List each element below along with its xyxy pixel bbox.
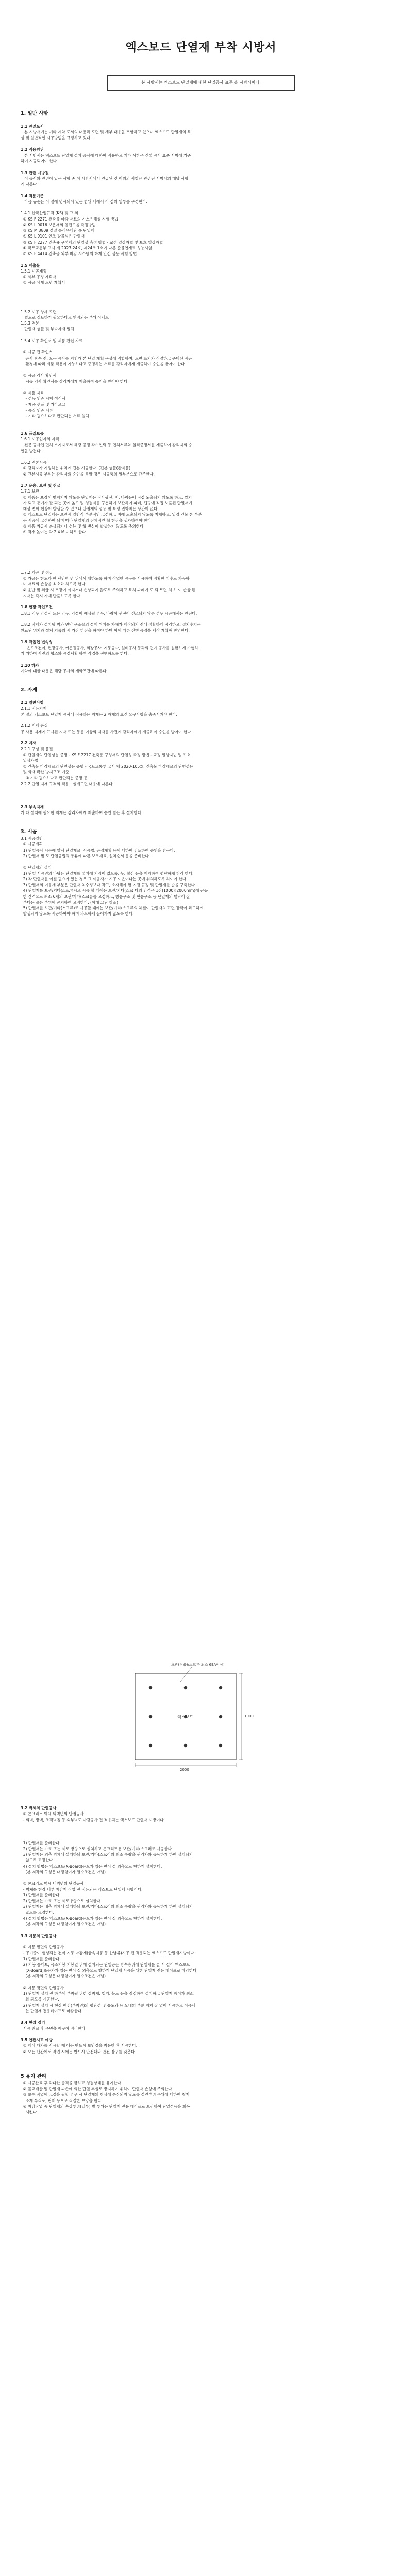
body-line: 공 사용 지재에 표시된 지재 또는 동등 이상의 지재를 사전에 감리자에게 제출하여 승인을 받아야 한다. bbox=[21, 729, 192, 734]
body-line: - 품질 인증 서류 bbox=[21, 408, 53, 413]
body-line: ③ 제품 취급시 손상되거나 성능 및 형 변상이 발생하지 않도록 주의한다. bbox=[21, 523, 145, 529]
figure-dim-width: 2000 bbox=[180, 1768, 189, 1772]
body-line bbox=[21, 547, 381, 552]
body-line bbox=[21, 694, 381, 700]
body-line bbox=[21, 535, 381, 540]
screw-point bbox=[219, 1744, 222, 1747]
body-line: 지재는 즉시 자재 반출하도록 한다. bbox=[21, 593, 82, 598]
body-line: 3.1 시공일반 bbox=[21, 836, 43, 841]
body-line bbox=[21, 787, 381, 792]
body-line: ① 세부 공정 계획서 bbox=[21, 275, 57, 279]
body-line: 전문 공사업 면허 소지자로서 해당 공정 작수인력 등 면허서류와 실적증명서를 제출하여 감리자의 승 bbox=[21, 443, 192, 448]
body-line bbox=[21, 384, 381, 390]
body-line: 본 시방서에는 기타 계약 도서의 내용과 도면 및 세부 내용을 포함하고 있으며 엑스보드 단열재의 특 bbox=[21, 129, 191, 134]
body-line: - 공기층이 형성되는 건식 지붕 마감재(금속지붕 등 한남류)시공 전 적용되는 엑스보드 단열재시방이다 bbox=[21, 1951, 194, 1956]
body-line bbox=[21, 344, 381, 349]
body-line bbox=[21, 1823, 381, 1828]
body-line: ① 시공계획 bbox=[21, 842, 43, 847]
subsection-heading: 1.7 운송, 보관 및 취급 bbox=[21, 483, 61, 488]
body-line: 5) 단열재를 보관/기타(스크류)로 시공할 때에는 보관/기타(스크류의 체결이 단열재의 표면 장력이 과도하게 bbox=[21, 906, 204, 910]
body-line: 2.2.2 단열 지재 구격의 적용 : 설계도면 내용에 따른다. bbox=[21, 781, 114, 786]
body-line: (본 저작의 구성은 대정형이가 필수조건은 아님) bbox=[21, 1869, 106, 1874]
body-line bbox=[21, 1828, 381, 1834]
body-line: ③ 기타 필요하다고 판단되는 증명 등 bbox=[21, 775, 88, 781]
body-line: ② 콘크리트 벽체 내벽면의 단열공사 bbox=[21, 1881, 84, 1886]
body-line bbox=[21, 187, 381, 193]
section-heading: 5 유지 관리 bbox=[21, 2073, 46, 2079]
body-line bbox=[21, 674, 381, 680]
body-line bbox=[21, 616, 381, 622]
body-line: 2) 각 단열재를 이질 필요가 있는 경우 그 이음새가 시공 이온이나는 곳에 위치하도록 하여야 한다. bbox=[21, 876, 188, 882]
body-line: 1.5.1 시공계획 bbox=[21, 268, 47, 274]
body-line: - 기타 필요하다고 판단되는 서류 일체 bbox=[21, 414, 89, 418]
body-line: ① 단열재의 단열성능 증명 - KS F 2277 건축용 구성재의 단열성 측정 방법 - 교정 열상자법 및 보호 bbox=[21, 752, 191, 757]
body-line: 3) 단열재는 외측 벽체에 설치하되 보관/기타(스크러의 최소 수량을 권리자와 공동하게 하여 설치되지 bbox=[21, 1852, 193, 1857]
body-line: ③ 보수 작업에 고정을 필할 경우 시 단열재의 형상에 손상되지 않도록 절연부위 주위에 대하여 철저 bbox=[21, 2092, 190, 2097]
body-line: ② 견본시공 부위는 감리자의 승인을 득할 경우 시공품의 일부분으로 간주한다. bbox=[21, 471, 155, 477]
body-line: 하여 시공되어야 한다. bbox=[21, 159, 58, 163]
section-body-part1 bbox=[21, 109, 381, 917]
subsection-heading: 2.1 일반사항 bbox=[21, 700, 44, 705]
body-line bbox=[21, 419, 381, 425]
subsection-heading: 1.1 관련도서 bbox=[21, 124, 44, 129]
body-line: ② 시공 상세 도면 계획서 bbox=[21, 280, 65, 285]
body-line: 계약에 대한 내용은 해당 공사의 계약조건에 따른다. bbox=[21, 669, 108, 673]
body-line: ④ 적재 높이는 약 2.4 M 이하로 한다. bbox=[21, 530, 87, 534]
screw-point bbox=[149, 1686, 152, 1689]
body-line bbox=[21, 2060, 381, 2066]
body-line: ① KS F 2271 건축물 마감 재료의 가스유해성 시험 방법 bbox=[21, 216, 119, 222]
body-line: 1.7.1 보관 bbox=[21, 489, 39, 494]
body-line: ① 지붕 밑면의 단열공사 bbox=[21, 1945, 64, 1950]
body-line: ② KS L 9016 보온재의 열전도율 측정방법 bbox=[21, 222, 96, 227]
body-line bbox=[21, 552, 381, 558]
body-line: 열상자법 bbox=[21, 758, 38, 763]
body-line bbox=[21, 286, 381, 292]
body-line: - 벽체를 현장 내부 마감재 적업 전 적용되는 엑스보드 단열재 시방이다. bbox=[21, 1887, 143, 1892]
body-line: ① 가공은 현도가 한 팬만한 면 위에서 행하도록 하며 작업한 공구를 사용하여 정확한 치수로 가공하 bbox=[21, 576, 190, 581]
body-line: 본 절의 엑스보드 단열재 공사에 적용하는 지재는 2.자재의 요건 요구사항을 충족시켜야 한다. bbox=[21, 711, 177, 717]
body-line: 기 타 설치에 필요한 지재는 감리자에게 제출하여 승인 받은 후 설치한다. bbox=[21, 810, 143, 815]
body-line: - 제품 샘플 및 카다로그 bbox=[21, 402, 65, 407]
body-line: ④ KS L 9101 인조 광물섬유 단열재 bbox=[21, 234, 85, 239]
body-line bbox=[21, 735, 381, 740]
body-line: 별도로 검토하기 필요하다고 인정되는 부위 상세도 bbox=[21, 315, 109, 320]
body-line: ① 감리자가 지정하는 위치에 견본 시공한다. (견본 샘플(완제품) bbox=[21, 466, 131, 471]
section-body-part2 bbox=[21, 1805, 381, 2115]
screw-point bbox=[219, 1715, 222, 1718]
body-line: ① 콘크리트 벽체 외벽면의 단열공사 bbox=[21, 1811, 84, 1817]
body-line: 는 단열재 전용테이프로 마감한다. bbox=[21, 2008, 83, 2013]
body-line: ① 시공완료 후 과다한 충격을 금하고 청결상태를 유지한다. bbox=[21, 2080, 123, 2086]
body-line: ④ 마감작업 중 단열재의 손상부위(겉부) 발 부위는 단열재 전용 테이프로 보강하여 단열성능을 회복 bbox=[21, 2104, 190, 2109]
body-line: 대성 변화 현상이 발생할 수 있으나 단열재의 성능 및 특성 변화와는 상관이 없다. bbox=[21, 506, 159, 511]
body-line: 인을 받는다. bbox=[21, 448, 42, 453]
figure-label-board: 엑스보드 bbox=[177, 1715, 193, 1719]
body-line: 1.5.3 견본 bbox=[21, 321, 39, 326]
body-line: 2) 단열재는 가로 또는 세로 방향으로 설치하고 콘크리트용 보관/기타(스크러로 시공한다. bbox=[21, 1846, 173, 1851]
subsection-heading: 1.9 작업현 변속성 bbox=[21, 639, 53, 645]
body-line: - 성능 인증 시험 성적서 bbox=[21, 396, 65, 401]
body-line: ① 재이 타카를 사용할 때 에는 반드시 보안경을 착용한 후 시공한다. bbox=[21, 2043, 138, 2048]
body-line: ② 엑스보드 단열재는 보관시 일반적 부분적인 고정하고 비에 노출되지 않도록 지제하고, 일정 건물 본 부분 bbox=[21, 512, 202, 517]
body-line: - 외벽, 방벽, 조적벽돌 등 외부벽도 마감공사 전 적용되는 엑스보드 단열재 시방이다. bbox=[21, 1817, 165, 1822]
body-line: 시공 완료 후 주변을 깨끗이 정리한다. bbox=[21, 2026, 87, 2031]
body-line bbox=[21, 425, 381, 431]
subsection-heading: 3.4 현장 정리 bbox=[21, 2020, 45, 2025]
body-line bbox=[21, 564, 381, 570]
body-line: 않도록 고정한다. bbox=[21, 1910, 55, 1915]
body-line: ② 지붕 윗면의 단열공사 bbox=[21, 1985, 64, 1990]
body-line bbox=[21, 1939, 381, 1944]
figure-dim-height: 1000 bbox=[244, 1714, 254, 1718]
body-line bbox=[21, 2014, 381, 2020]
subsection-heading: 3.3 지붕의 단열공사 bbox=[21, 1933, 57, 1938]
body-line bbox=[21, 634, 381, 639]
body-line: 4) 설치 방법은 엑스보드(X-Board)는오가 있는 면이 설 외측으로 향하게 설치한다. bbox=[21, 1863, 162, 1869]
body-line: 1.5.2 시공 상세 도면 bbox=[21, 309, 57, 314]
body-line: 1) 단열공사 시공에 앞서 단열재료, 시공법, 공정계획 등에 대하여 검토하여 승인을 받는다. bbox=[21, 848, 175, 853]
screw-point bbox=[149, 1744, 152, 1747]
body-line: 는 시공에 고정하여 되며 따라 단열재의 전체적인 휨 현상을 생가하여야 한다. bbox=[21, 518, 153, 523]
body-line bbox=[21, 717, 381, 723]
body-line: 이 공사와 관련이 있는 사항 중 이 시방서에서 언급된 것 이외의 사항은 관련된 시방서의 해당 사항 bbox=[21, 176, 189, 181]
body-line: 2.1.2 지재 품질 bbox=[21, 723, 48, 728]
body-line: 1) 단열재 설치 전 하부에 부착될 위한 접착제, 앵커, 볼트 등을 점검하여 설치하고 단열재 틈이가 최소 bbox=[21, 1991, 194, 1996]
body-line bbox=[21, 367, 381, 372]
body-line: ⑥ 국토교통부 고시 제 2023-24호, 제24조 1호에 따른 준불연재료 성능시험 bbox=[21, 245, 152, 250]
section-heading: 1. 일반 사항 bbox=[21, 111, 48, 116]
body-line: 한 간격으로 최소 6개의 보관/기타(스크류를 고정하고, 방풍구조 및 현풍구조 등 단열재의 탈락이 잘 bbox=[21, 894, 190, 899]
body-line bbox=[21, 799, 381, 804]
screw-point bbox=[149, 1715, 152, 1718]
body-line: 부터는 곱은 부위에 곤지하여 고정한다. (아래 그림 참조) bbox=[21, 900, 119, 905]
body-line: 발생되지 않도록 시공하여야 하며 과도하게 들어가지 않도록 한다. bbox=[21, 911, 134, 917]
body-line: 며 재료의 손상을 최소화 하도록 한다. bbox=[21, 582, 87, 587]
subsection-heading: 1.3 관련 시방절 bbox=[21, 170, 49, 175]
body-line: ② 물교배산 및 단열재 파손에 의한 단열 부실로 방지하기 위하여 단열재 손상에 주의한다. bbox=[21, 2087, 174, 2091]
body-line: 1) 단열재를 준비한다. bbox=[21, 1956, 61, 1961]
body-line bbox=[21, 2031, 381, 2037]
section-heading: 2. 자재 bbox=[21, 687, 37, 693]
body-line bbox=[21, 816, 381, 821]
body-line bbox=[21, 454, 381, 460]
body-line: 1.8.2 작재가 설치될 벽과 면막 구조물의 설계 위치를 자체가 제작되기 전에 정확하게 점검하고, 설치수치는 bbox=[21, 622, 201, 627]
body-line: 완료된 위치와 설계 기록의 시 가장 히전을 하여야 하며 이에 따른 진행 공정을 제작 계획해 반영한다. bbox=[21, 628, 190, 633]
body-line: 2) 단열재는 가로 또는 세로방향으로 설치한다. bbox=[21, 1899, 102, 1903]
body-line: ② 시공 검사 확인서 bbox=[21, 373, 57, 378]
body-line bbox=[21, 2066, 381, 2072]
body-line: ③ 제품 자료 bbox=[21, 391, 44, 395]
body-line: 1) 단열재를 준비한다. bbox=[21, 1892, 61, 1897]
body-line bbox=[21, 1927, 381, 1933]
body-line: 2) 지붕 슬래브, 목조지붕 지붕널 위에 설치되는 단열공은 방수층위에 단열재를 클 시 같이 엑스보드 bbox=[21, 1962, 190, 1967]
body-line: (X-Board)또는가가 있는 면이 실 외측으로 향하게 단열재 시공을 위한 단열재 전용 테이프로 마감한다. bbox=[21, 1968, 198, 1973]
body-line: 4) 단열재를 보관/기타(스크류시로 시공 할 때에는 보관/기타(스크 다의 간격은 1장(1000×2000mm)에 균등 bbox=[21, 888, 208, 893]
body-line: 1.6.2 견본시공 bbox=[21, 460, 47, 465]
subsection-heading: 1.8 현장 작업조건 bbox=[21, 605, 53, 610]
body-line: 온도조건이, 편장공사, 커튼월공사, 외장공사, 지붕공사, 설비공사 등과의 연계 공사를 원활하게 수행하 bbox=[21, 646, 198, 650]
body-line: 시킨다. bbox=[21, 2110, 38, 2114]
body-line: 본 시방서는 엑스보드 단열재 설치 공사에 대하여 적용하고 기타 사항은 건설 공사 표준 시방에 기준 bbox=[21, 152, 191, 158]
body-line bbox=[21, 117, 381, 123]
subsection-heading: 2.2 지재 bbox=[21, 741, 37, 745]
body-line: 4) 설치 방법은 엑스보드(X-Board)는오가 있는 면이 실 외측으로 향하게 설치한다. bbox=[21, 1916, 162, 1921]
subsection-heading: 1.4 적용기준 bbox=[21, 193, 44, 198]
section-heading: 3. 시공 bbox=[21, 828, 37, 835]
body-line: (본 저작의 구성은 대정형이가 필수조건은 아님) bbox=[21, 1974, 106, 1979]
body-line: 기 위하여 사전의 협조와 공정계획 하여 작업을 진행하도록 한다. bbox=[21, 651, 129, 656]
body-line bbox=[21, 257, 381, 262]
body-line bbox=[21, 558, 381, 564]
body-line: ① 제품은 포장이 벗겨지지 않도록 단열재는 직사광선, 비, 바람등에 직접 노출되지 않도록 하고, 깔기 bbox=[21, 495, 192, 500]
body-line: 1.8.1 검우 강설시 또는 강우, 강설이 예상될 경우, 바람이 센전어 건조되지 않은 경우 시공해서는 안된다. bbox=[21, 611, 197, 616]
body-line: 3) 단열재의 이음새 부분은 단열재 치수정보다 작고, 소재해야 할 지점 규정 및 단열재를 순을 구축한다. bbox=[21, 883, 196, 887]
body-line: 공사 착수 전, 모든 공사를 지휘가 본 단열 계획 구성에 적합하며, 도면 표기가 적절하고 준비된 시공 bbox=[21, 355, 192, 361]
document-title: 엑스보드 단열재 부착 시방서 bbox=[125, 41, 277, 54]
subsection-heading: 1.2 적용범위 bbox=[21, 147, 44, 152]
body-line: 화 되도록 시공한다. bbox=[21, 1997, 59, 2002]
body-line bbox=[21, 477, 381, 483]
body-line bbox=[21, 2055, 381, 2060]
screw-layout-diagram bbox=[114, 1662, 269, 1786]
body-line bbox=[21, 599, 381, 604]
body-line bbox=[21, 792, 381, 798]
body-line: ⑤ KS F 2277 건축용 구성재의 단열성 측정 방법 - 교정 열상자법 및 보호 열상자법 bbox=[21, 240, 163, 245]
body-line: ② 단열재의 설치 bbox=[21, 865, 52, 870]
body-line: 1.7.2 가공 및 취급 bbox=[21, 570, 53, 575]
body-line: ② 건축물 마감재료의 난연성능 증명 - 국토교통부 고시 제 2020-105호, 건축물 마감재료의 난연성능 bbox=[21, 764, 193, 769]
body-line bbox=[21, 141, 381, 146]
body-line: ① 시공 전 확인서 bbox=[21, 350, 53, 355]
screw-point bbox=[184, 1744, 187, 1747]
body-line bbox=[21, 680, 381, 686]
body-line bbox=[21, 297, 381, 303]
notice-box: 본 시방서는 엑스보드 단열재에 대한 단열공사 표준 을 시방서이다. bbox=[107, 75, 295, 91]
body-line: 다음 규준은 이 절에 명시되어 있는 범위 내에서 이 절의 일부를 구성한다. bbox=[21, 199, 147, 204]
subsection-heading: 1.6 품질보증 bbox=[21, 431, 44, 436]
body-line: 소재 부직포, 판재 등으로 적절한 보양을 한다. bbox=[21, 2098, 103, 2103]
body-line: ② 모든 난간에서 작업 시에는 반드시 안전대와 안전 장구를 갖춘다. bbox=[21, 2049, 136, 2054]
body-line bbox=[21, 1875, 381, 1880]
body-line: 2) 단열재 설치 시 현장 여건(부착면)의 평탄성 및 습도와 등 오내의 부분 겨치 잘 없이 시공하고 이음새 bbox=[21, 2003, 196, 2008]
body-line bbox=[21, 822, 381, 827]
body-line bbox=[21, 292, 381, 297]
body-line bbox=[21, 859, 381, 865]
body-line: ⑦ KS F 4414 건축물 외부 마감 시스템의 화재 안전 성능 시험 방법 bbox=[21, 251, 137, 256]
body-line: 1.6.1 시공업자의 자격 bbox=[21, 437, 59, 442]
body-line: 환경에 따라 제품 적용이 가능하다고 증명하는 서류를 감리자에게 제출하여 승인을 받아야 한다. bbox=[21, 361, 186, 366]
body-line bbox=[21, 657, 381, 663]
body-line: ② 운반 및 취급 시 포장이 찌지거나 손상되지 않도록 주의하고 특히 파레에 도 되 트면 최 하 여 손상 된 bbox=[21, 587, 196, 592]
body-line: 단열재 샘플 및 부속자재 일체 bbox=[21, 327, 74, 332]
body-line: 가 되고 통기가 잘 되는 곳에 옮도 및 청결제를 구분하여 보관하여 파레, 캡핑에 직접 노출된 단열재에 bbox=[21, 500, 192, 505]
figure-label-screws: 보관(정품)/스크류(최소 6EA이상) bbox=[171, 1663, 225, 1667]
body-line: 및 화재 확산 방지구조 기준 bbox=[21, 770, 70, 775]
body-line: 성 및 일반적인 시공방법을 규정하고 있다. bbox=[21, 135, 92, 140]
body-line: 에 따른다. bbox=[21, 182, 38, 187]
body-line bbox=[21, 303, 381, 309]
body-line: 2) 단열재 및 모 단열공법의 종류에 따른 보조재료, 설치순서 등을 준비한다. bbox=[21, 853, 150, 858]
screw-point bbox=[219, 1686, 222, 1689]
body-line: 시공 검사 확인서를 감리자에게 제출하여 승인을 받아야 한다. bbox=[21, 379, 129, 384]
body-line: 2.1.1 적용지재 bbox=[21, 706, 47, 711]
body-line: 1.4.1 한국산업규격 (KS) 및 그 외 bbox=[21, 211, 78, 216]
screw-layout-figure bbox=[114, 1662, 269, 1786]
body-line: 3) 단열재는 내측 벽체에 설치하되 보관/기타(스크러의 최소 수량을 권리자와 공동하게 하여 설치되지 bbox=[21, 1904, 193, 1909]
body-line: 1) 단열 시공면의 바탕은 단열재를 설치에 지장이 없도록, 못, 철선 등을 제거하여 평탄하게 청리 한다. bbox=[21, 871, 194, 876]
body-line: 1.5.4 시공 확인서 및 제품 관련 자료 bbox=[21, 338, 83, 343]
body-line bbox=[21, 1979, 381, 1985]
body-line: 않도록 고정한다. bbox=[21, 1858, 55, 1863]
body-line bbox=[21, 164, 381, 170]
body-line bbox=[21, 332, 381, 338]
body-line bbox=[21, 541, 381, 547]
body-line: 2.2.1 구성 및 품질 bbox=[21, 747, 53, 752]
subsection-heading: 1.10 하자 bbox=[21, 663, 39, 668]
subsection-heading: 3.2 벽체의 단열공사 bbox=[21, 1806, 57, 1810]
subsection-heading: 3.5 안전시고 예방 bbox=[21, 2038, 53, 2042]
leader-line bbox=[180, 1667, 192, 1682]
body-line: 1) 단열재를 준비한다. bbox=[21, 1840, 61, 1845]
body-line: (본 저작의 구성은 대정형이가 필수조건은 아님) bbox=[21, 1922, 106, 1926]
subsection-heading: 1.5 제출물 bbox=[21, 263, 40, 268]
body-line bbox=[21, 1834, 381, 1840]
subsection-heading: 2.3 부속지재 bbox=[21, 804, 44, 809]
screw-point bbox=[184, 1686, 187, 1689]
body-line: ③ KS M 3809 경질 폴리우레탄 폼 단열재 bbox=[21, 228, 95, 233]
body-line bbox=[21, 205, 381, 210]
